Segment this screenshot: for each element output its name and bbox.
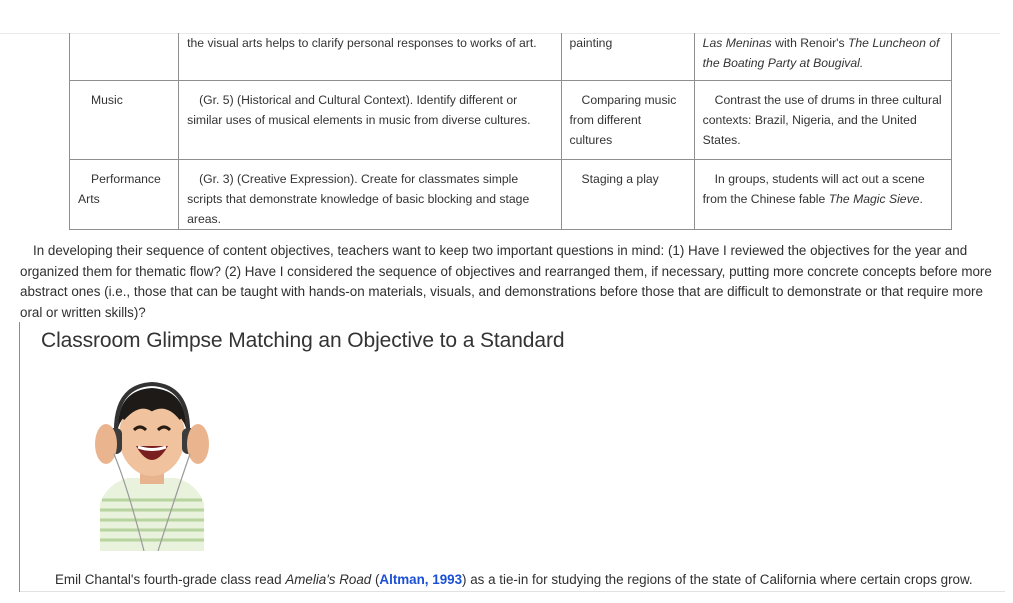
glimpse-caption: Emil Chantal's fourth-grade class read Amelia's Road (Altman, 1993) as a tie-in for studying the regions of the state of California where certain crops grow.: [55, 572, 973, 587]
body-paragraph: In developing their sequence of content objectives, teachers want to keep two important questions in mind: (1) Have I reviewed the objectives for the year and organized them for thematic flow? (2) Have I considered the sequence of objectives and rearranged them, if necessary, putting more concrete concepts before more abstract ones (i.e., those that can be taught with hands-on materials, visuals, and demonstrations before those that are difficult to demonstrate or that require more oral or written skills)?: [20, 243, 992, 320]
citation-link[interactable]: Altman, 1993: [379, 572, 463, 587]
activity-cell: In groups, students will act out a scene from the Chinese fable The Magic Sieve.: [694, 159, 951, 229]
activity-cell: Contrast the use of drums in three cultural contexts: Brazil, Nigeria, and the United States.: [694, 80, 951, 159]
student-with-headphones-photo: [88, 378, 216, 551]
bottom-divider: [20, 591, 1005, 592]
subject-cell: Performance Arts: [70, 159, 179, 229]
standard-cell: (Gr. 5) (Historical and Cultural Context). Identify different or similar uses of musical elements in music from diverse cultures.: [179, 80, 561, 159]
standard-cell: (Gr. 3) (Creative Expression). Create for classmates simple scripts that demonstrate knowledge of basic blocking and stage areas.: [179, 159, 561, 229]
subject-cell: [70, 33, 179, 80]
subject-cell: Music: [70, 80, 179, 159]
glimpse-sidebar-rule: [19, 322, 20, 592]
objectives-table: [69, 33, 952, 230]
objective-cell: painting: [561, 33, 694, 80]
glimpse-title: Classroom Glimpse Matching an Objective to a Standard: [41, 329, 565, 352]
table-row: [70, 33, 952, 80]
standard-cell: the visual arts helps to clarify personal responses to works of art.: [179, 33, 561, 80]
activity-cell: Las Meninas with Renoir's The Luncheon of the Boating Party at Bougival.: [694, 33, 951, 80]
objective-cell: Staging a play: [561, 159, 694, 229]
table-row: [70, 159, 952, 229]
objective-cell: Comparing music from different cultures: [561, 80, 694, 159]
table-row: [70, 80, 952, 159]
